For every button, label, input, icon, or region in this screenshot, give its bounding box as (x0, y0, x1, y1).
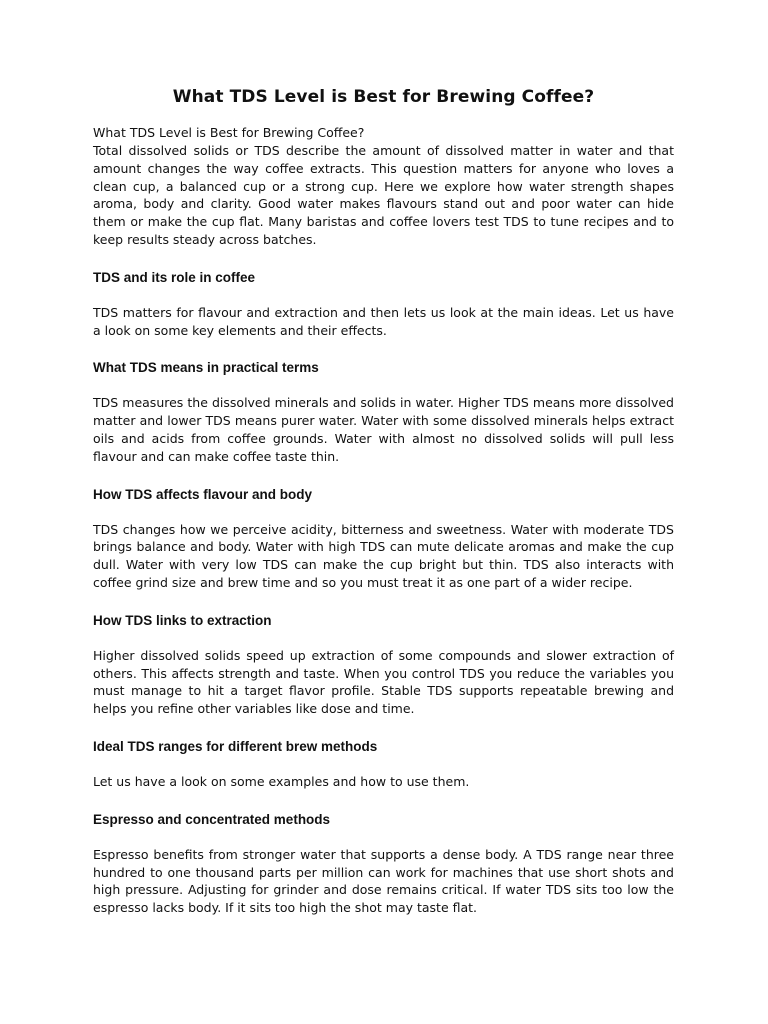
intro-heading: What TDS Level is Best for Brewing Coffee? (93, 125, 365, 140)
section-heading-ideal-ranges: Ideal TDS ranges for different brew methods (93, 738, 378, 754)
document-page (93, 84, 674, 917)
section-text-flavour-body: TDS changes how we perceive acidity, bitterness and sweetness. Water with moderate TDS brings balance and body. Water with high TDS can mute delicate aromas and make the cup dull. Water with very low TDS can make the cup bright but thin. TDS also interacts with coffee grind size and brew time and so you must treat it as one part of a wider recipe. (93, 521, 674, 590)
section-text-practical-terms: TDS measures the dissolved minerals and solids in water. Higher TDS means more dissolved matter and lower TDS means purer water. Water with some dissolved minerals helps extract oils and acids from coffee grounds. Water with almost no dissolved solids will pull less flavour and can make coffee taste thin. (93, 395, 674, 464)
section-heading-extraction: How TDS links to extraction (93, 612, 272, 628)
section-heading-practical-terms: What TDS means in practical terms (93, 360, 319, 376)
intro-paragraph: Total dissolved solids or TDS describe the amount of dissolved matter in water and that amount changes the way coffee extracts. This question matters for anyone who loves a clean cup, a balanced cup or a strong cup. Here we explore how water strength shapes aroma, body and clarity. Good water makes flavours stand out and poor water can hide them or make the cup flat. Many baristas and coffee lovers test TDS to tune recipes and to keep results steady across batches. (93, 143, 674, 247)
section-text-tds-role: TDS matters for flavour and extraction and then lets us look at the main ideas. Let us have a look on some key elements and their effects. (93, 304, 674, 338)
section-heading-flavour-body: How TDS affects flavour and body (93, 486, 313, 502)
section-text-extraction: Higher dissolved solids speed up extraction of some compounds and slower extraction of others. This affects strength and taste. When you control TDS you reduce the variables you must manage to hit a target flavor profile. Stable TDS supports repeatable brewing and helps you refine other variables like dose and time. (93, 647, 674, 717)
section-heading-tds-role: TDS and its role in coffee (93, 269, 256, 285)
section-heading-espresso: Espresso and concentrated methods (93, 811, 331, 827)
section-text-espresso: Espresso benefits from stronger water that supports a dense body. A TDS range near three hundred to one thousand parts per million can work for machines that use short shots and high pressure. Adjusting for grinder and dose remains critical. If water TDS sits too low the espresso lacks body. If it sits too high the shot may taste flat. (93, 846, 674, 916)
section-text-ideal-ranges: Let us have a look on some examples and how to use them. (93, 773, 470, 789)
document-title: What TDS Level is Best for Brewing Coffee? (172, 87, 595, 107)
